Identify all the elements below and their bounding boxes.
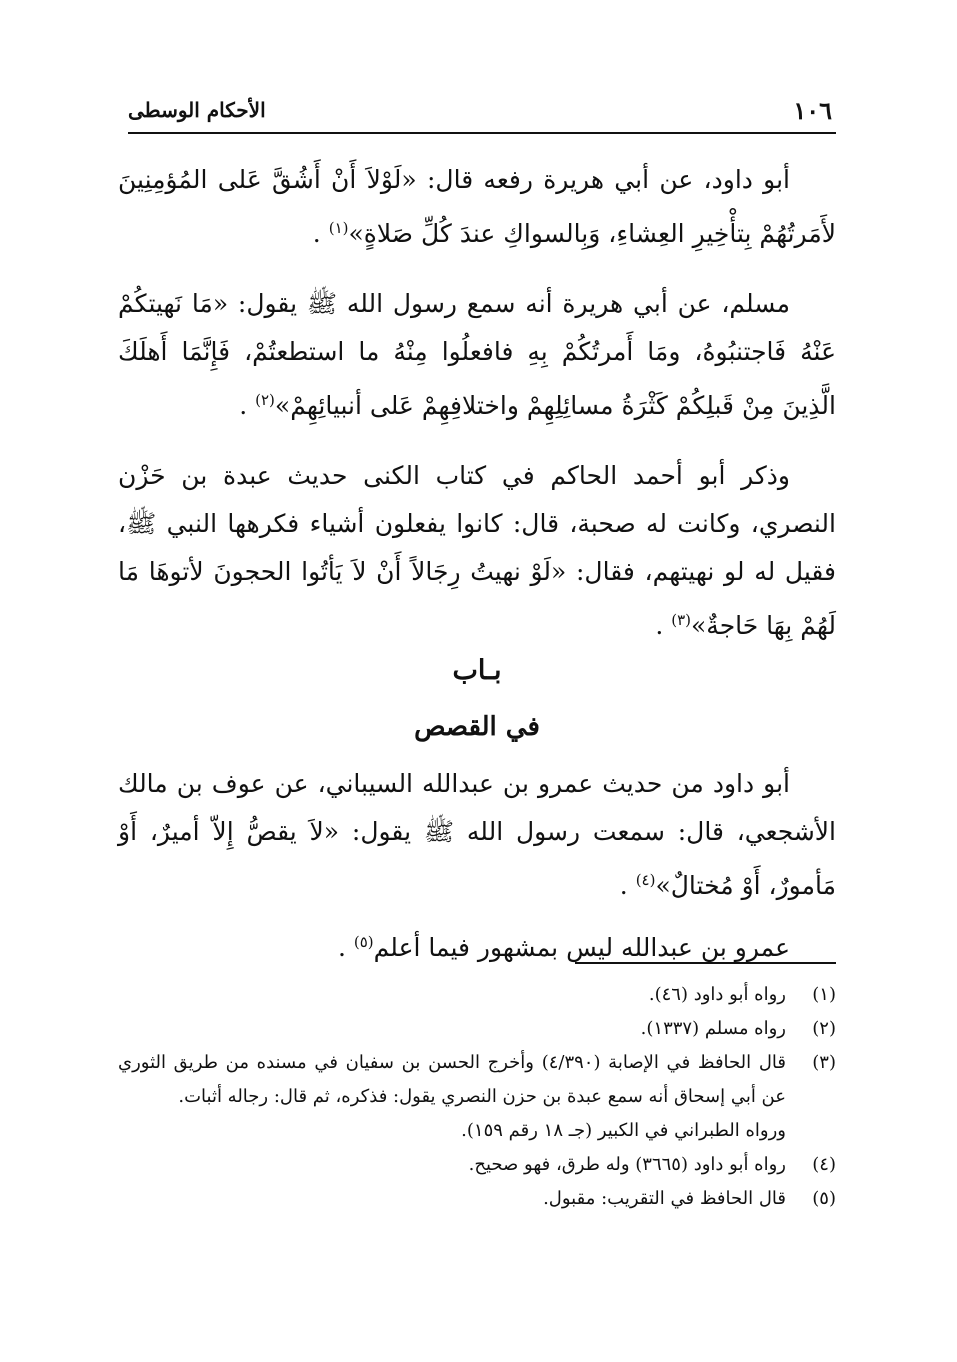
section-subtitle: في القصص [414, 712, 540, 742]
paragraph-end: . [312, 219, 329, 248]
paragraph-end: . [337, 933, 354, 962]
paragraph-text: عمرو بن عبدالله ليس بمشهور فيما أعلم [373, 933, 790, 962]
paragraph-text: أبو داود من حديث عمرو بن عبدالله السيباني، عن عوف بن مالك الأشجعي، قال: سمعت رسول الله ﷺ يقول: «لاَ يقصُّ إِلاّ أميرٌ، أَوْ مَأمورٌ، أَوْ مُختالٌ» [118, 769, 836, 900]
paragraph-muslim-hadith [118, 280, 836, 430]
paragraph-end: . [655, 611, 672, 640]
footnote-reference: (٤) [635, 871, 656, 889]
footnote-text: ورواه الطبراني في الكبير (جـ ١٨ رقم ١٥٩). [461, 1120, 786, 1141]
paragraph-end: . [619, 871, 636, 900]
footnote-reference: (٥) [353, 933, 374, 951]
page-number: ١٠٦ [793, 96, 832, 125]
footnote-text: رواه مسلم (١٣٣٧). [640, 1018, 786, 1039]
paragraph-text: وذكر أبو أحمد الحاكم في كتاب الكنى حديث عبدة بن حَزْن النصري، وكانت له صحبة، قال: كانوا يفعلون أشياء فكرهها النبي ﷺ، فقيل له لو نهيتهم، فقال: «لَوْ نهيتُ رِجَالاً أَنْ لاَ يَأتُوا الحجونَ لأتوهَا مَا لَهُمْ بِهَا حَاجةٌ» [118, 461, 836, 640]
footnote-number: (١) [812, 984, 836, 1005]
paragraph-abu-ahmad-hakim [118, 452, 836, 650]
paragraph-text: مسلم، عن أبي هريرة أنه سمع رسول الله ﷺ يقول: «مَا نَهيتكُمْ عَنْهُ فَاجتنبُوهُ، ومَا أَمرتُكُمْ بِهِ فافعلُوا مِنْهُ ما استطعتُمْ، فَإِنَّمَا أَهلَكَ الَّذِينَ مِنْ قَبلِكُمْ كَثْرَةُ مسائِلِهِمْ واختلافِهِمْ عَلى أنبيائِهِمْ» [118, 289, 836, 420]
paragraph-abu-dawud-siwak [118, 156, 836, 258]
paragraph-text: أبو داود، عن أبي هريرة رفعه قال: «لَوْلاَ أَنْ أَشُقَّ عَلى المُؤمِنِينَ لأَمَرتُهُمْ بِتأْخِيرِ العِشاءِ، وَبِالسواكِ عندَ كُلِّ صَلاةٍ» [118, 165, 836, 248]
footnote-text: رواه أبو داود (٣٦٦٥) وله طرق، فهو صحيح. [468, 1154, 786, 1175]
paragraph-storytelling-hadith [118, 760, 836, 910]
footnote [118, 1012, 836, 1046]
footnote-number: (٤) [812, 1154, 836, 1175]
footnote-reference: (١) [328, 219, 349, 237]
section-title: بـاب [452, 655, 502, 686]
footnote-reference: (٢) [255, 391, 275, 409]
footnote-reference: (٣) [671, 611, 691, 629]
footnote [118, 978, 836, 1012]
footnote-number: (٥) [812, 1188, 836, 1209]
paragraph-end: . [239, 391, 256, 420]
footnotes [118, 978, 836, 1216]
footnote [118, 1182, 836, 1216]
footnote-number: (٣) [812, 1052, 836, 1073]
footnote-continuation [118, 1114, 836, 1148]
section-text [118, 760, 836, 972]
page-header [128, 92, 836, 134]
footnote-text: قال الحافظ في الإصابة (٤/٣٩٠) وأخرج الحسن بن سفيان في مسنده من طريق الثوري عن أبي إسحاق أنه سمع عبدة بن حزن النصري يقول: فذكره، ثم قال: رجاله أثبات. [118, 1052, 786, 1107]
footnote-text: قال الحافظ في التقريب: مقبول. [543, 1188, 786, 1209]
running-title: الأحكام الوسطى [128, 98, 266, 122]
footnote-text: رواه أبو داود (٤٦). [648, 984, 786, 1005]
footnote [118, 1046, 836, 1114]
main-text [118, 156, 836, 650]
footnote-divider [575, 962, 836, 964]
footnote-number: (٢) [812, 1018, 836, 1039]
footnote [118, 1148, 836, 1182]
